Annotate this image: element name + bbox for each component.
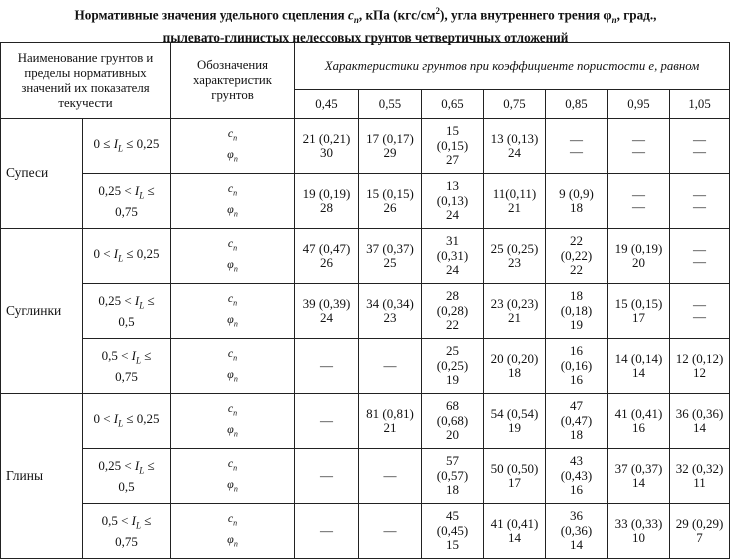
value-cell: — <box>295 449 359 504</box>
value-cell: 43 (0,43) 16 <box>546 449 608 504</box>
value-cell: 18 (0,18) 19 <box>546 284 608 339</box>
table-row <box>1 119 730 174</box>
header-e-value: 0,55 <box>359 90 422 119</box>
value-cell: 36 (0,36) 14 <box>670 394 730 449</box>
value-cell: — — <box>670 119 730 174</box>
soil-group-name: Супеси <box>1 119 83 229</box>
header-e-value: 0,75 <box>484 90 546 119</box>
table-row <box>1 394 730 449</box>
value-cell: 17 (0,17) 29 <box>359 119 422 174</box>
value-cell: 15 (0,15) 27 <box>422 119 484 174</box>
value-cell: — — <box>670 284 730 339</box>
soil-characteristics-table <box>0 42 730 559</box>
value-cell: 13 (0,13) 24 <box>484 119 546 174</box>
value-cell: 19 (0,19) 20 <box>608 229 670 284</box>
value-cell: 16 (0,16) 16 <box>546 339 608 394</box>
value-cell: — <box>295 504 359 559</box>
value-cell: 41 (0,41) 14 <box>484 504 546 559</box>
value-cell: 57 (0,57) 18 <box>422 449 484 504</box>
header-e-value: 0,95 <box>608 90 670 119</box>
liquidity-range: $0 < I_L \le 0,25$ <box>83 394 171 449</box>
value-cell: — — <box>608 174 670 229</box>
table-row <box>1 449 730 504</box>
value-cell: — <box>295 394 359 449</box>
characteristic-symbols: $c_n$ $\varphi_n$ <box>171 119 295 174</box>
value-cell: — <box>359 504 422 559</box>
value-cell: — <box>359 449 422 504</box>
header-e-value: 0,85 <box>546 90 608 119</box>
value-cell: 37 (0,37) 25 <box>359 229 422 284</box>
characteristic-symbols: $c_n$ $\varphi_n$ <box>171 394 295 449</box>
header-e-value: 1,05 <box>670 90 730 119</box>
table-row <box>1 339 730 394</box>
value-cell: 29 (0,29) 7 <box>670 504 730 559</box>
value-cell: 36 (0,36) 14 <box>546 504 608 559</box>
value-cell: 25 (0,25) 23 <box>484 229 546 284</box>
value-cell: 47 (0,47) 18 <box>546 394 608 449</box>
table-title <box>0 2 731 47</box>
value-cell: 28 (0,28) 22 <box>422 284 484 339</box>
characteristic-symbols: $c_n$ $\varphi_n$ <box>171 174 295 229</box>
header-e-value: 0,45 <box>295 90 359 119</box>
value-cell: 81 (0,81) 21 <box>359 394 422 449</box>
value-cell: 47 (0,47) 26 <box>295 229 359 284</box>
soil-group-name: Глины <box>1 394 83 559</box>
header-porosity: Характеристики грунтов при коэффициенте пористости e, равном <box>295 43 730 90</box>
header-symbols: Обозначения характеристик грунтов <box>171 43 295 119</box>
value-cell: — — <box>670 174 730 229</box>
header-e-value: 0,65 <box>422 90 484 119</box>
table-row <box>1 284 730 339</box>
characteristic-symbols: $c_n$ $\varphi_n$ <box>171 339 295 394</box>
value-cell: — — <box>546 119 608 174</box>
table-row <box>1 504 730 559</box>
value-cell: 39 (0,39) 24 <box>295 284 359 339</box>
liquidity-range: $0,25 < I_L$ ≤ 0,5 <box>83 449 171 504</box>
value-cell: 33 (0,33) 10 <box>608 504 670 559</box>
value-cell: 15 (0,15) 17 <box>608 284 670 339</box>
value-cell: 37 (0,37) 14 <box>608 449 670 504</box>
value-cell: 34 (0,34) 23 <box>359 284 422 339</box>
value-cell: 9 (0,9) 18 <box>546 174 608 229</box>
value-cell: 50 (0,50) 17 <box>484 449 546 504</box>
table-row <box>1 229 730 284</box>
value-cell: 12 (0,12) 12 <box>670 339 730 394</box>
title-line-2: пылевато-глинистых нелессовых грунтов четвертичных отложений <box>162 30 569 46</box>
value-cell: — <box>359 339 422 394</box>
value-cell: 22 (0,22) 22 <box>546 229 608 284</box>
characteristic-symbols: $c_n$ $\varphi_n$ <box>171 449 295 504</box>
value-cell: 41 (0,41) 16 <box>608 394 670 449</box>
value-cell: 31 (0,31) 24 <box>422 229 484 284</box>
title-line-1: Нормативные значения удельного сцепления $c_n$, кПа $(кгс/см^2)$, угла внутреннего трения $\varphi_n$, град., <box>74 6 657 26</box>
value-cell: 23 (0,23) 21 <box>484 284 546 339</box>
value-cell: 54 (0,54) 19 <box>484 394 546 449</box>
header-soil-name: Наименование грунтов и пределы нормативных значений их показателя текучести <box>1 43 171 119</box>
table-row <box>1 174 730 229</box>
value-cell: 11(0,11) 21 <box>484 174 546 229</box>
value-cell: 25 (0,25) 19 <box>422 339 484 394</box>
value-cell: 20 (0,20) 18 <box>484 339 546 394</box>
value-cell: 15 (0,15) 26 <box>359 174 422 229</box>
value-cell: 14 (0,14) 14 <box>608 339 670 394</box>
value-cell: — — <box>608 119 670 174</box>
characteristic-symbols: $c_n$ $\varphi_n$ <box>171 284 295 339</box>
value-cell: 21 (0,21) 30 <box>295 119 359 174</box>
liquidity-range: $0 \le I_L \le 0,25$ <box>83 119 171 174</box>
value-cell: 45 (0,45) 15 <box>422 504 484 559</box>
value-cell: — — <box>670 229 730 284</box>
value-cell: 13 (0,13) 24 <box>422 174 484 229</box>
value-cell: 32 (0,32) 11 <box>670 449 730 504</box>
characteristic-symbols: $c_n$ $\varphi_n$ <box>171 229 295 284</box>
liquidity-range: $0,25 < I_L$ ≤ 0,5 <box>83 284 171 339</box>
liquidity-range: $0,25 < I_L$ ≤ 0,75 <box>83 174 171 229</box>
soil-group-name: Суглинки <box>1 229 83 394</box>
characteristic-symbols: $c_n$ $\varphi_n$ <box>171 504 295 559</box>
value-cell: 68 (0,68) 20 <box>422 394 484 449</box>
liquidity-range: $0,5 < I_L$ ≤ 0,75 <box>83 339 171 394</box>
liquidity-range: $0,5 < I_L$ ≤ 0,75 <box>83 504 171 559</box>
value-cell: 19 (0,19) 28 <box>295 174 359 229</box>
liquidity-range: $0 < I_L \le 0,25$ <box>83 229 171 284</box>
value-cell: — <box>295 339 359 394</box>
